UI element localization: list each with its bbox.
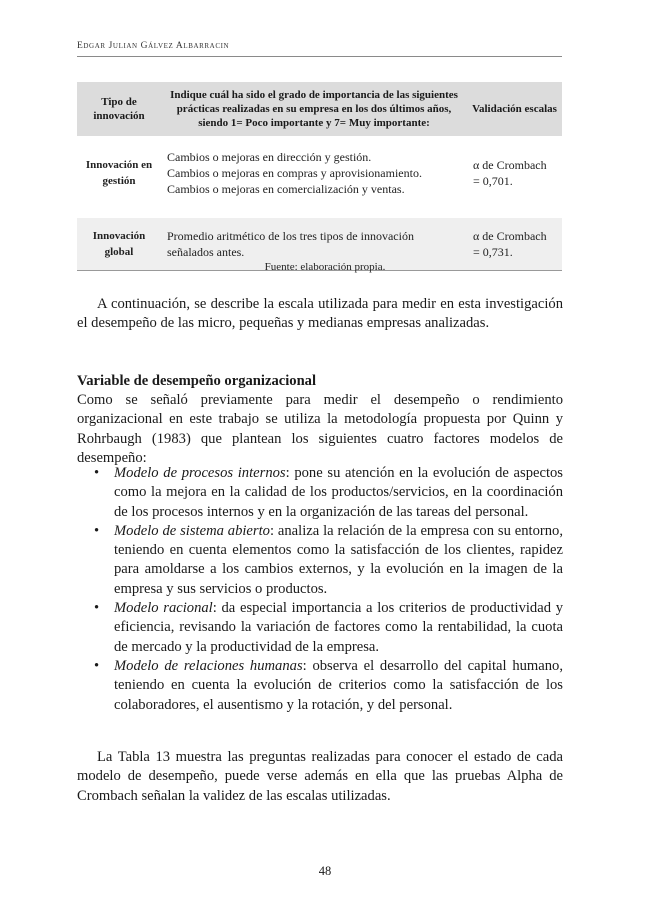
list-item bbox=[77, 657, 563, 715]
bullet-icon: • bbox=[94, 465, 100, 481]
model-description: : analiza la relación de la empresa con su entorno, teniendo en cuenta elementos como la satisfacción de los clientes, rapidez para amoldarse a los cambios externos, y la evolución en la imagen de la empresa y sus servicios o productos. bbox=[114, 522, 563, 597]
paragraph: La Tabla 13 muestra las preguntas realizadas para conocer el estado de cada modelo de desempeño, puede verse además en ella que las pruebas Alpha de Crombach señalan la validez de las escalas utilizadas. bbox=[77, 749, 563, 804]
practices-cell bbox=[161, 136, 467, 210]
performance-models-list bbox=[77, 464, 563, 715]
model-name: Modelo de procesos internos bbox=[114, 465, 286, 481]
innovation-type-cell: Innovación global bbox=[77, 218, 161, 271]
list-item bbox=[77, 599, 563, 657]
validation-cell: α de Crombach = 0,731. bbox=[467, 218, 562, 271]
page-number: 48 bbox=[318, 864, 332, 878]
bullet-icon: • bbox=[94, 600, 100, 617]
bullet-icon: • bbox=[94, 657, 100, 674]
paragraph: A continuación, se describe la escala utilizada para medir en esta investigación el desempeño de las micro, pequeñas y medianas empresas analizadas. bbox=[77, 296, 563, 332]
model-description: : observa el desarrollo del capital humano, teniendo en cuenta la evolución de criterios como la satisfacción de los colaboradores, el ausentismo y la rotación, y del personal. bbox=[114, 657, 563, 713]
practice-item: Cambios o mejoras en comercialización y ventas. bbox=[167, 182, 405, 196]
model-description: : pone su atención en la evolución de aspectos como la mejora en la calidad de los productos/servicios, en la coordinación de los procesos internos y en la organización de las tareas del personal. bbox=[114, 465, 563, 520]
table-row bbox=[77, 136, 562, 210]
practice-item: Cambios o mejoras en dirección y gestión. bbox=[167, 150, 372, 164]
table-header-row bbox=[77, 82, 562, 136]
validation-cell: α de Crombach = 0,701. bbox=[473, 158, 547, 188]
model-name: Modelo de sistema abierto bbox=[114, 522, 270, 539]
model-name: Modelo racional bbox=[114, 600, 213, 617]
practices-cell: Promedio aritmético de los tres tipos de innovación señalados antes. bbox=[161, 218, 467, 271]
practice-item: Cambios o mejoras en compras y aprovisionamiento. bbox=[167, 166, 422, 180]
model-name: Modelo de relaciones humanas bbox=[114, 657, 303, 674]
column-header-validation: Validación escalas bbox=[467, 82, 562, 136]
list-item bbox=[77, 522, 563, 599]
bullet-icon: • bbox=[94, 522, 100, 539]
table-spacer bbox=[77, 210, 562, 218]
model-description: : da especial importancia a los criterios de productividad y eficiencia, revisando la variación de factores como la rentabilidad, la cuota de mercado y la productividad de la empresa. bbox=[114, 600, 563, 655]
table-source-caption: Fuente: elaboración propia. bbox=[264, 261, 386, 273]
paragraph: Como se señaló previamente para medir el desempeño o rendimiento organizacional en este trabajo se utiliza la metodología propuesta por Quinn y Rohrbaugh (1983) que plantean los siguientes cuatro factores modelos de desempeño: bbox=[77, 392, 563, 466]
list-item bbox=[77, 464, 563, 522]
running-header: Edgar Julian Gálvez Albarracin bbox=[77, 41, 562, 57]
column-header-type: Tipo de innovación bbox=[77, 82, 161, 136]
section-heading: Variable de desempeño organizacional bbox=[77, 373, 317, 389]
column-header-question: Indique cuál ha sido el grado de importancia de las siguientes prácticas realizadas en su empresa en los dos últimos años, siendo 1= Poco importante y 7= Muy importante: bbox=[161, 82, 467, 136]
innovation-type-cell: Innovación en gestión bbox=[85, 159, 153, 187]
innovation-scale-table bbox=[77, 82, 562, 271]
